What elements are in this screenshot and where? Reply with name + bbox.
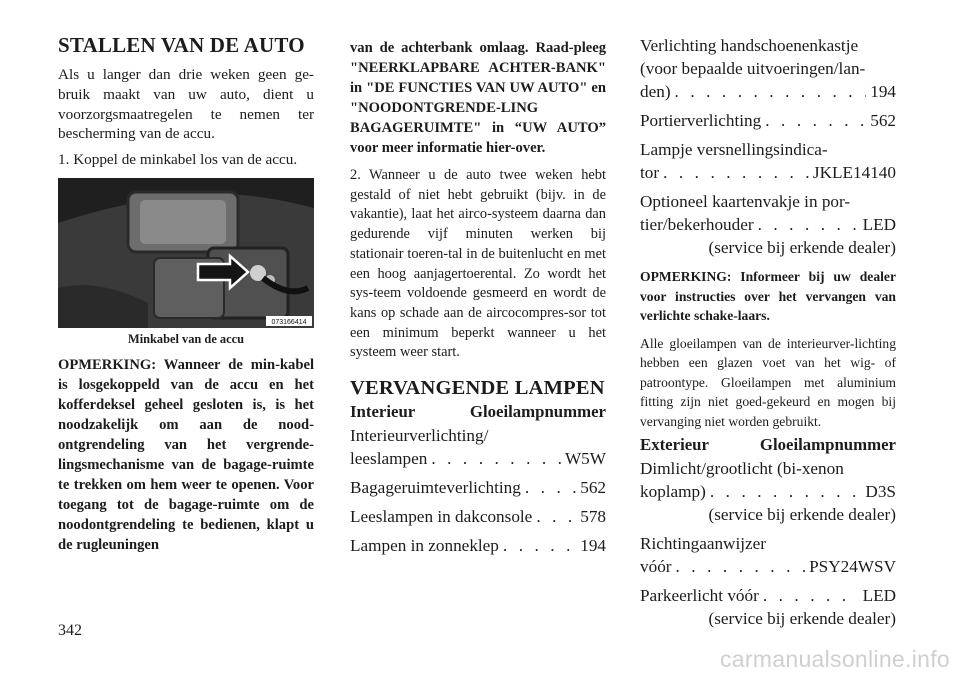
lamp-entry <box>350 476 606 499</box>
photo-code-label: 073166414 <box>271 319 307 327</box>
lamp-entry-line1: Lampje versnellingsindica- <box>640 140 828 159</box>
lamp-entry-value: D3S <box>865 482 896 502</box>
lamp-entry <box>640 109 896 132</box>
lamp-entry-line1: Dimlicht/grootlicht (bi-xenon <box>640 459 844 479</box>
lamp-entry-label: tor <box>640 163 660 182</box>
lamp-entry-label: Bagageruimteverlichting <box>350 477 521 497</box>
lamp-entry <box>640 532 896 578</box>
battery-cable-photo <box>58 178 314 328</box>
lamp-entry-line1: Optioneel kaartenvakje in por- <box>640 192 851 211</box>
lamp-entry-value: JKLE14140 <box>812 163 896 182</box>
lamp-entry-value: 562 <box>870 111 896 130</box>
lamp-entry-subnote: (service bij erkende dealer) <box>708 505 896 525</box>
paragraph-intro: Als u langer dan drie weken geen ge-bruik maakt van uw auto, dient u voorzorgsmaatregelen te nemen ter bescherming van de accu. <box>58 66 314 143</box>
lamp-entry-label: tier/bekerhouder <box>640 215 754 234</box>
lamp-entry-line1: Interieurverlichting/ <box>350 425 489 445</box>
lamp-entry <box>350 534 606 557</box>
lamp-entry-value: 578 <box>580 506 606 526</box>
section-heading-storage: STALLEN VAN DE AUTO <box>58 33 305 57</box>
lamp-entry-value: LED <box>862 586 896 606</box>
lamp-entry-label: vóór <box>640 557 672 577</box>
lamp-entry <box>640 457 896 526</box>
table-header-right: Gloeilampnummer <box>469 401 606 421</box>
lamp-entry-line2: (voor bepaalde uitvoeringen/lan- <box>640 59 866 78</box>
column-middle <box>350 34 606 563</box>
lamp-entry <box>350 424 606 470</box>
table-header-left: Interieur <box>350 401 416 421</box>
battery-illustration <box>58 178 314 328</box>
lamp-entry-value: PSY24WSV <box>809 557 896 577</box>
lamp-entry <box>640 34 896 103</box>
photo-caption: Minkabel van de accu <box>128 332 244 347</box>
lamp-entry-label: Leeslampen in dakconsole <box>350 506 533 526</box>
column-right <box>640 34 896 636</box>
lamp-entry-subnote: (service bij erkende dealer) <box>708 238 896 257</box>
paragraph-step-1: 1. Koppel de minkabel los van de accu. <box>58 151 298 169</box>
table-header-right: Gloeilampnummer <box>759 435 896 455</box>
watermark: carmanualsonline.info <box>719 646 950 672</box>
lamp-entry-subnote: (service bij erkende dealer) <box>708 609 896 629</box>
lamp-entry <box>640 190 896 259</box>
lamp-entry-label: leeslampen <box>350 448 428 468</box>
lamp-entry-value: 562 <box>580 477 606 497</box>
lamp-entry-value: W5W <box>564 448 606 468</box>
note-continued: van de achterbank omlaag. Raad-pleeg "NEERKLAPBARE ACHTER-BANK" in "DE FUNCTIES VAN UW AUTO" en "NOODONTGRENDE-LING BAGAGERUIMTE" in “UW AUTO” voor meer informatie hier-over. <box>350 40 606 156</box>
lamp-entry <box>350 505 606 528</box>
table-header-left: Exterieur <box>640 435 709 455</box>
lamp-entry <box>640 138 896 184</box>
lamp-entry-line1: Verlichting handschoenenkastje <box>640 36 859 55</box>
column-left <box>58 34 314 563</box>
paragraph-step-2: 2. Wanneer u de auto twee weken hebt gestald of niet hebt gebruikt (bijv. in de vakantie), laat het airco-systeem daarna dan gedurende vijf minuten werken bij stationair toeren-tal in de buitenlucht en met een hoog aanjagertoerental. Zo wordt het sys-teem voldoende gesmeerd en wordt de kans op schade aan de aircocompres-sor tot een minimum beperkt wanneer u het systeem weer start. <box>350 167 606 361</box>
lamp-entry-value: 194 <box>870 82 896 101</box>
lamp-entry-line1: Richtingaanwijzer <box>640 534 766 554</box>
lamp-entry-value: LED <box>862 215 896 234</box>
lamp-entry-label: Lampen in zonneklep <box>350 535 499 555</box>
exterior-table-header <box>640 435 896 455</box>
note-switches: OPMERKING: Informeer bij uw dealer voor instructies over het vervangen van verlichte schake-laars. <box>640 269 896 323</box>
note-cable: OPMERKING: Wanneer de min-kabel is losgekoppeld van de accu en het kofferdeksel geheel gesloten is, is het noodzakelijk om aan de nood-ontgrendeling van het vergrende-lingsmechanisme van de bagage-ruimte te trekken om hem weer te openen. Voor toegang tot de bagage-ruimte om de noodontgrendeling te bedienen, klapt u de rugleuningen <box>58 357 314 554</box>
lamp-entry-label: den) <box>640 82 671 101</box>
lamp-entry-value: 194 <box>580 535 606 555</box>
interior-table-header <box>350 402 606 422</box>
page-number: 342 <box>58 622 82 639</box>
lamp-entry-label: koplamp) <box>640 482 706 502</box>
lamp-entry-label: Parkeerlicht vóór <box>640 586 759 606</box>
paragraph-bulb-info: Alle gloeilampen van de interieurver-lichting hebben een glazen voet van het wig- of patroontype. Gloeilampen met aluminium fitting zijn niet goed-gekeurd en mogen bij vervanging niet worden gebruikt. <box>640 335 896 429</box>
lamp-entry <box>640 584 896 630</box>
section-heading-lamps: VERVANGENDE LAMPEN <box>350 377 605 400</box>
lamp-entry-label: Portierverlichting <box>640 111 762 130</box>
